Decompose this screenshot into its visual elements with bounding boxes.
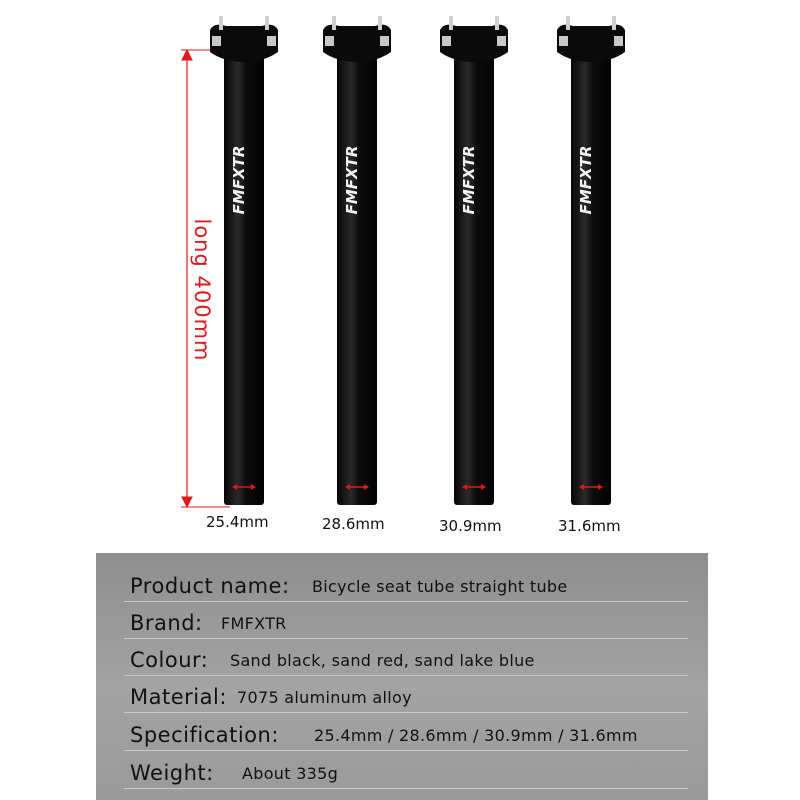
brand-mark: FMFXTR [343,145,361,215]
spec-row-weight [96,752,708,789]
spec-value: FMFXTR [221,614,287,633]
spec-row-product-name [96,565,708,602]
diameter-label: 25.4mm [206,513,269,531]
spec-value: About 335g [242,764,339,783]
spec-panel [96,553,708,800]
spec-row-specification [96,714,708,751]
length-label: long 400mm [190,218,214,362]
seatpost-tube [440,16,508,505]
brand-mark: FMFXTR [460,145,478,215]
seatpost-tube [557,16,625,505]
brand-mark: FMFXTR [230,145,248,215]
spec-row-colour [96,639,708,676]
diameter-label: 28.6mm [322,515,385,533]
spec-key: Material: [130,685,227,709]
spec-value: Bicycle seat tube straight tube [312,577,568,596]
spec-key: Brand: [130,611,203,635]
spec-key: Colour: [130,648,209,672]
spec-value: 25.4mm / 28.6mm / 30.9mm / 31.6mm [314,726,638,745]
diameter-label: 31.6mm [558,517,621,535]
spec-row-material [96,676,708,713]
spec-key: Product name: [130,574,290,598]
spec-value: 7075 aluminum alloy [237,688,412,707]
diameter-label: 30.9mm [439,517,502,535]
spec-key: Specification: [130,723,279,747]
spec-key: Weight: [130,761,214,785]
spec-row-brand [96,602,708,639]
brand-mark: FMFXTR [577,145,595,215]
spec-value: Sand black, sand red, sand lake blue [230,651,535,670]
seatpost-tube [210,16,278,505]
seatpost-tube [323,16,391,505]
